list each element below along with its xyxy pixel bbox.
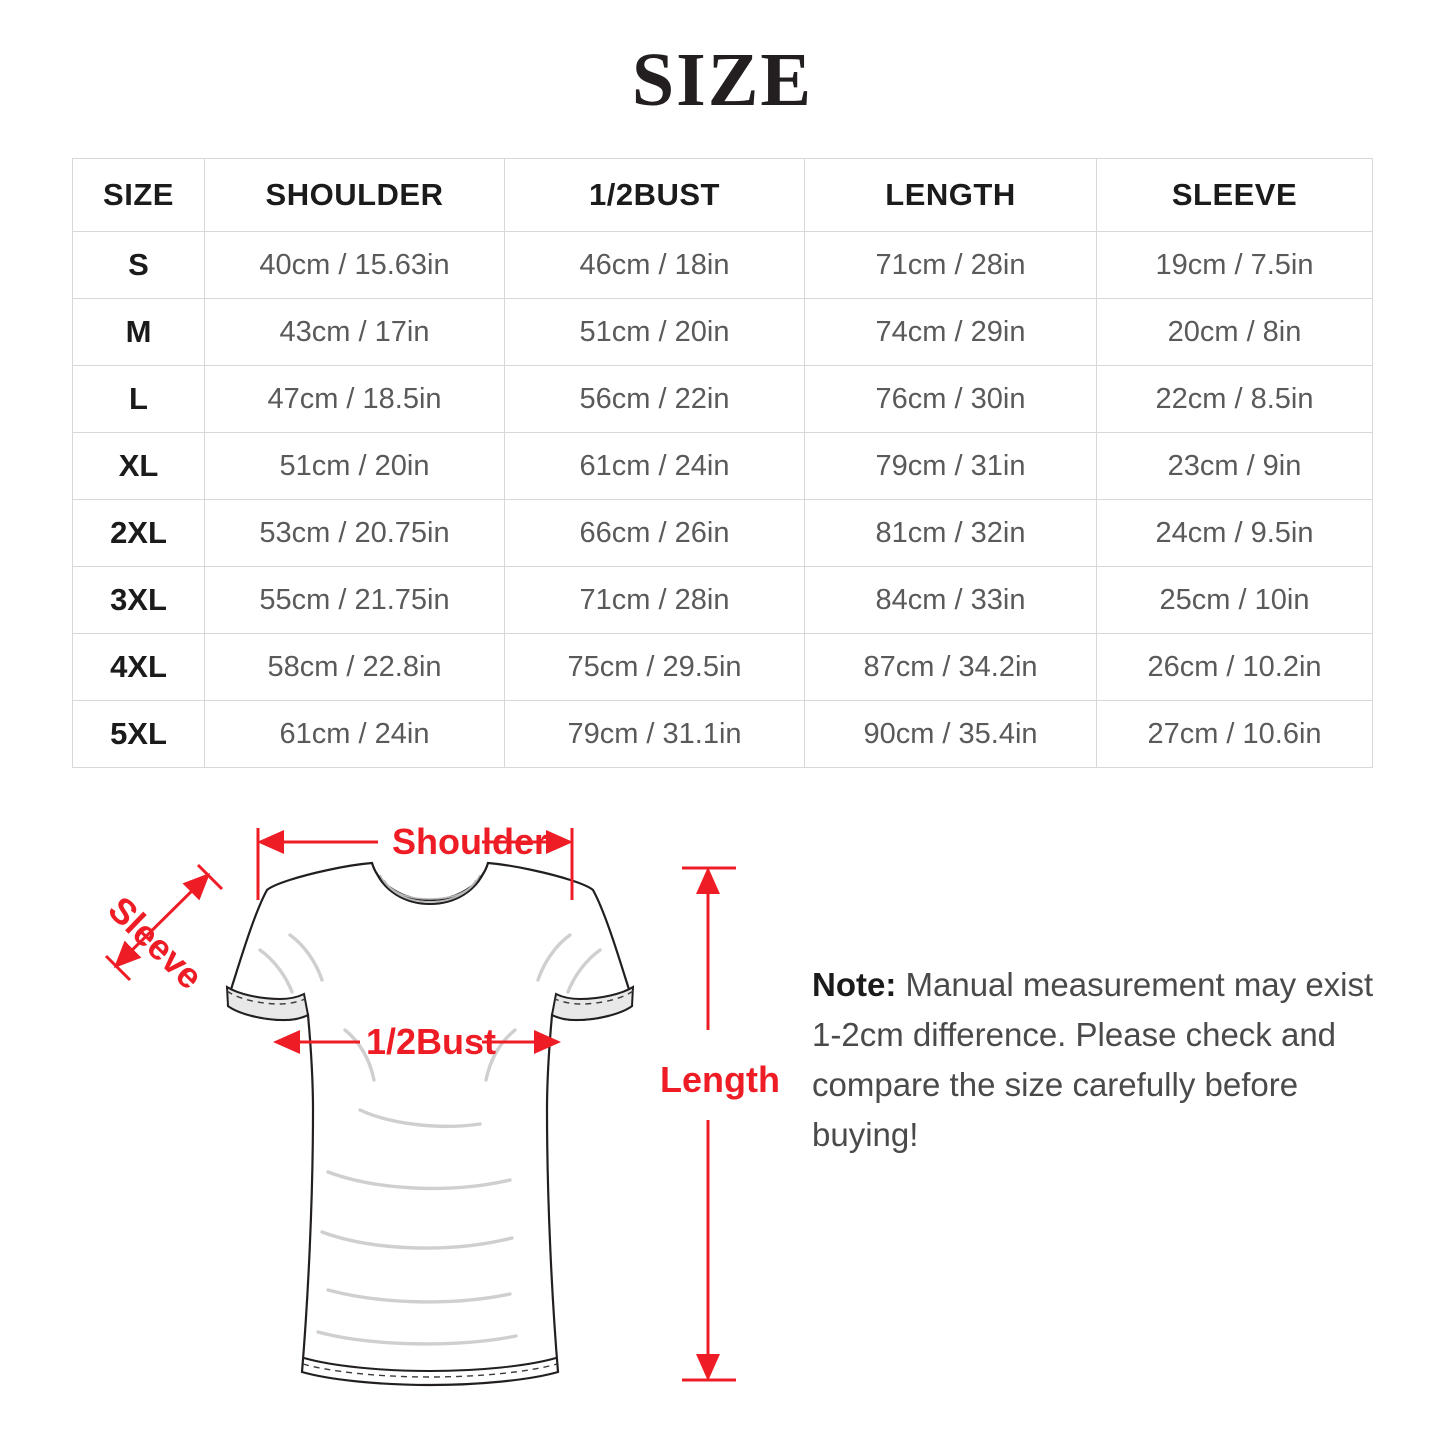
table-row — [73, 232, 1373, 299]
cell-sleeve: 26cm / 10.2in — [1097, 634, 1373, 701]
cell-sleeve: 25cm / 10in — [1097, 567, 1373, 634]
table-row — [73, 366, 1373, 433]
cell-size: 3XL — [73, 567, 205, 634]
column-header-shoulder: SHOULDER — [205, 159, 505, 232]
table-row — [73, 701, 1373, 768]
cell-length: 87cm / 34.2in — [805, 634, 1097, 701]
cell-bust: 71cm / 28in — [505, 567, 805, 634]
bust-label: 1/2Bust — [366, 1021, 497, 1062]
measurement-note — [812, 960, 1387, 1161]
cell-shoulder: 58cm / 22.8in — [205, 634, 505, 701]
tshirt-illustration — [228, 863, 632, 1385]
cell-sleeve: 24cm / 9.5in — [1097, 500, 1373, 567]
cell-bust: 79cm / 31.1in — [505, 701, 805, 768]
cell-sleeve: 22cm / 8.5in — [1097, 366, 1373, 433]
cell-size: 2XL — [73, 500, 205, 567]
cell-shoulder: 43cm / 17in — [205, 299, 505, 366]
column-header-sleeve: SLEEVE — [1097, 159, 1373, 232]
size-table-container — [72, 158, 1372, 768]
table-header-row — [73, 159, 1373, 232]
cell-length: 81cm / 32in — [805, 500, 1097, 567]
cell-shoulder: 53cm / 20.75in — [205, 500, 505, 567]
cell-size: 4XL — [73, 634, 205, 701]
cell-shoulder: 51cm / 20in — [205, 433, 505, 500]
cell-length: 74cm / 29in — [805, 299, 1097, 366]
cell-size: 5XL — [73, 701, 205, 768]
cell-size: M — [73, 299, 205, 366]
cell-bust: 46cm / 18in — [505, 232, 805, 299]
note-text: Manual measurement may exist 1-2cm difference. Please check and compare the size carefully before buying! — [812, 966, 1374, 1154]
cell-length: 84cm / 33in — [805, 567, 1097, 634]
column-header-bust: 1/2BUST — [505, 159, 805, 232]
cell-shoulder: 40cm / 15.63in — [205, 232, 505, 299]
cell-length: 79cm / 31in — [805, 433, 1097, 500]
cell-bust: 66cm / 26in — [505, 500, 805, 567]
cell-shoulder: 55cm / 21.75in — [205, 567, 505, 634]
column-header-length: LENGTH — [805, 159, 1097, 232]
cell-size: S — [73, 232, 205, 299]
cell-length: 71cm / 28in — [805, 232, 1097, 299]
cell-sleeve: 27cm / 10.6in — [1097, 701, 1373, 768]
note-label: Note: — [812, 966, 897, 1003]
shoulder-label: Shoulder — [392, 821, 549, 862]
table-row — [73, 500, 1373, 567]
cell-length: 76cm / 30in — [805, 366, 1097, 433]
cell-bust: 56cm / 22in — [505, 366, 805, 433]
sleeve-label: Sleeve — [100, 888, 212, 998]
cell-size: XL — [73, 433, 205, 500]
tshirt-measurement-diagram — [60, 780, 820, 1430]
cell-sleeve: 19cm / 7.5in — [1097, 232, 1373, 299]
cell-bust: 75cm / 29.5in — [505, 634, 805, 701]
cell-size: L — [73, 366, 205, 433]
column-header-size: SIZE — [73, 159, 205, 232]
table-row — [73, 299, 1373, 366]
cell-sleeve: 20cm / 8in — [1097, 299, 1373, 366]
table-row — [73, 634, 1373, 701]
table-row — [73, 567, 1373, 634]
page-title: SIZE — [631, 38, 814, 122]
cell-shoulder: 47cm / 18.5in — [205, 366, 505, 433]
size-table — [72, 158, 1373, 768]
cell-bust: 61cm / 24in — [505, 433, 805, 500]
length-label: Length — [660, 1059, 780, 1100]
table-row — [73, 433, 1373, 500]
length-measure-line — [682, 868, 736, 1380]
cell-bust: 51cm / 20in — [505, 299, 805, 366]
cell-sleeve: 23cm / 9in — [1097, 433, 1373, 500]
cell-length: 90cm / 35.4in — [805, 701, 1097, 768]
cell-shoulder: 61cm / 24in — [205, 701, 505, 768]
